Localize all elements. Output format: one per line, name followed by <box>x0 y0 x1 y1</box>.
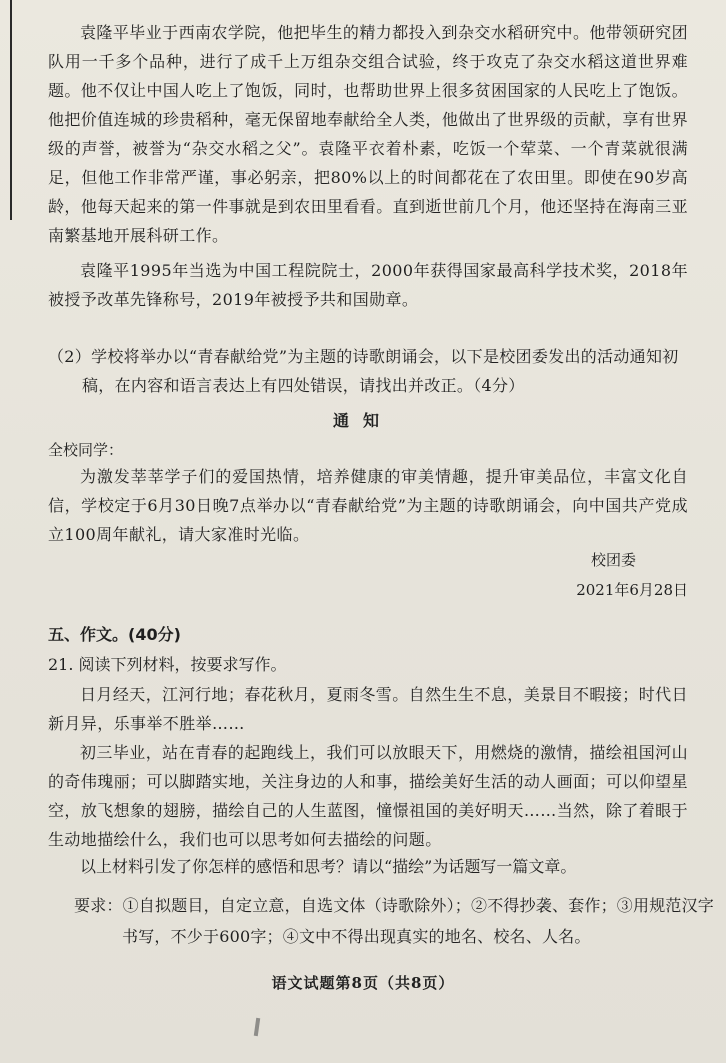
question-21-material-1: 日月经天，江河行地；春花秋月，夏雨冬雪。自然生生不息，美景目不暇接；时代日新月异，乐事举不胜举…… <box>48 685 688 733</box>
page-footer: 语文试题第8页（共8页） <box>271 974 455 992</box>
question-21-label: 21. 阅读下列材料，按要求写作。 <box>48 655 287 674</box>
notice-salutation: 全校同学： <box>48 441 124 459</box>
notice-title: 通知 <box>332 411 393 430</box>
question-21-material-2: 初三毕业，站在青春的起跑线上，我们可以放眼天下，用燃烧的激情，描绘祖国河山的奇伟瑰丽；可以脚踏实地，关注身边的人和事，描绘美好生活的动人画面；可以仰望星空，放飞想象的翅膀，描绘自己的人生蓝图，憧憬祖国的美好明天……当然，除了着眼于生动地描绘什么，我们也可以思考如何去描绘的问题。 <box>48 743 688 849</box>
notice-signature: 校团委 <box>590 551 636 569</box>
biography-paragraph-2: 袁隆平1995年当选为中国工程院院士，2000年获得国家最高科学技术奖，2018年被授予改革先锋称号，2019年被授予共和国勋章。 <box>48 261 688 309</box>
section-5-heading: 五、作文。(40分) <box>48 625 181 644</box>
notice-date: 2021年6月28日 <box>576 581 688 599</box>
page-edge-line <box>10 0 12 220</box>
question-21-prompt: 以上材料引发了你怎样的感悟和思考？请以“描绘”为话题写一篇文章。 <box>80 857 577 876</box>
notice-body: 为激发莘莘学子们的爱国热情，培养健康的审美情趣，提升审美品位，丰富文化自信，学校定于6月30日晚7点举办以“青春献给党”为主题的诗歌朗诵会，向中国共产党成立100周年献礼，请大家准时光临。 <box>48 467 688 544</box>
biography-paragraph-1: 袁隆平毕业于西南农学院，他把毕生的精力都投入到杂交水稻研究中。他带领研究团队用一千多个品种，进行了成千上万组杂交组合试验，终于攻克了杂交水稻这道世界难题。他不仅让中国人吃上了饱饭，同时，也帮助世界上很多贫困国家的人民吃上了饱饭。他把价值连城的珍贵稻种，毫无保留地奉献给全人类，他做出了世界级的贡献，享有世界级的声誉，被誉为“杂交水稻之父”。袁隆平衣着朴素，吃饭一个荤菜、一个青菜就很满足，但他工作非常严谨，事必躬亲，把80%以上的时间都花在了农田里。即使在90岁高龄，他每天起来的第一件事就是到农田里看看。直到逝世前几个月，他还坚持在海南三亚南繁基地开展科研工作。 <box>48 23 688 245</box>
pen-mark <box>254 1018 260 1036</box>
question-2: （2）学校将举办以“青春献给党”为主题的诗歌朗诵会，以下是校团委发出的活动通知初稿，在内容和语言表达上有四处错误，请找出并改正。（4分） <box>48 347 679 395</box>
question-21-requirements: 要求：①自拟题目，自定立意，自选文体（诗歌除外）；②不得抄袭、套作；③用规范汉字书写，不少于600字；④文中不得出现真实的地名、校名、人名。 <box>74 896 715 946</box>
